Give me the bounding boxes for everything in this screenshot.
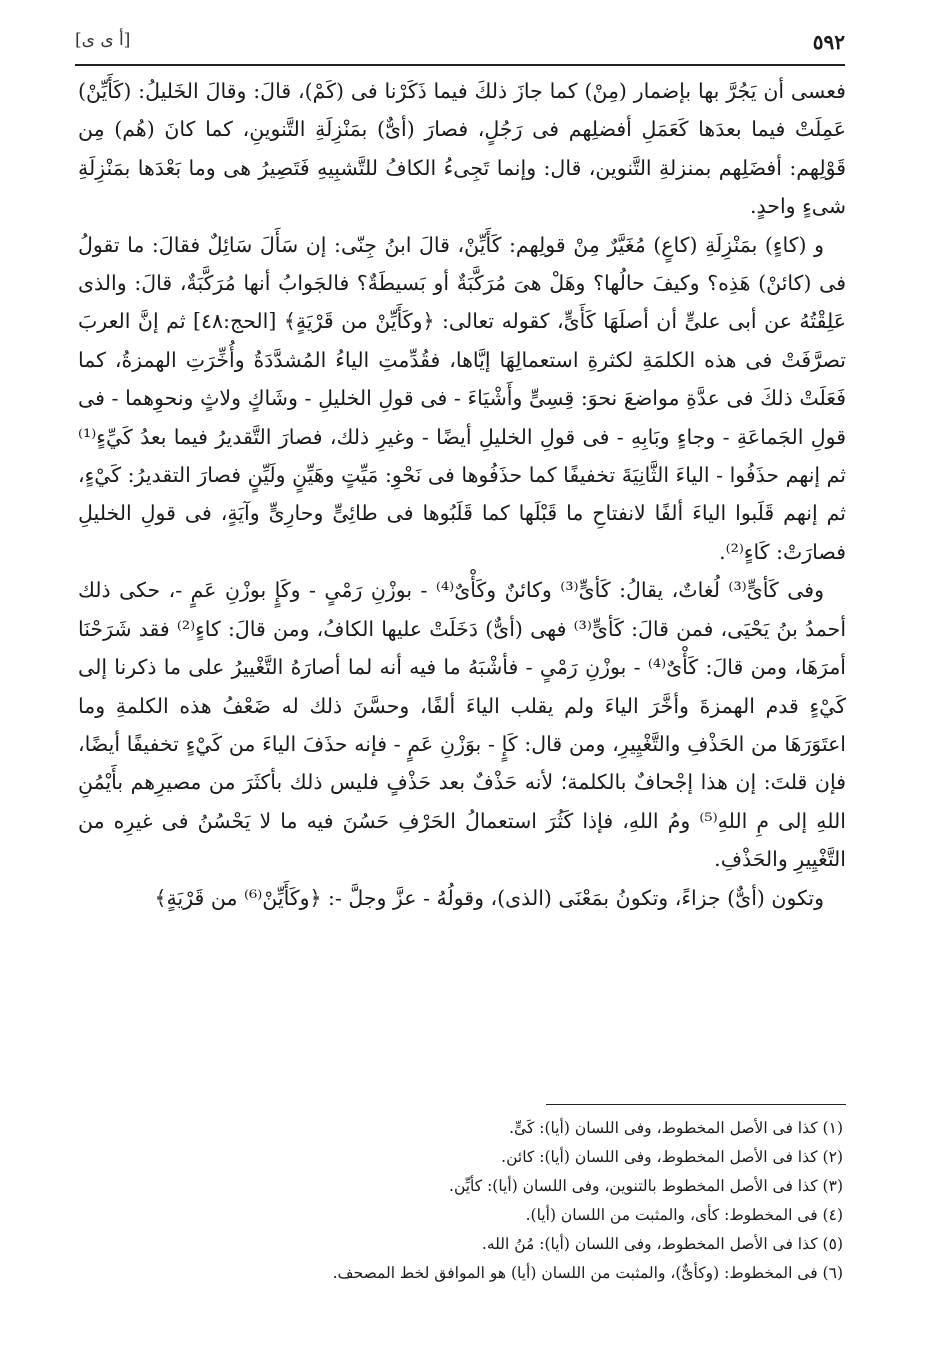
footnote: (٣) كذا فى الأصل المخطوط بالتنوين، وفى اللسان (أيا): كأيِّن. <box>449 1177 843 1195</box>
footnotes <box>78 1114 843 1288</box>
main-text <box>78 72 846 917</box>
header-divider <box>75 64 845 66</box>
page-number: ٥٩٢ <box>812 30 845 54</box>
running-header <box>75 30 845 62</box>
footnote: (١) كذا فى الأصل المخطوط، وفى اللسان (أيا): كَىٍّ. <box>509 1119 843 1137</box>
paragraph: فعسى أن يَجُرَّ بها بإضمار (مِنْ) كما جازَ ذلكَ فيما ذَكَرْنا فى (كَمْ)، قالَ: وقالَ الخَليلُ: (كَأَيِّنْ) عَمِلَتْ فيما بعدَها كَعَمَلِ أفضلِهم فى رَجُلٍ، فصارَ (أىٌّ) بمَنْزِلَةِ التَّنوينِ، كما كانَ (هُم) مِن قَوْلِهم: أفضَلِهم بمنزلةِ التَّنوين، قال: وإنما تَجِىءُ الكافُ للتَّشبِيهِ فَتَصِيرُ هى وما بَعْدَها بمَنْزِلَةِ شىءٍ واحدٍ. <box>78 79 846 219</box>
paragraph: و (كاءٍ) بمَنْزِلَةِ (كاعٍ) مُغَيَّرٌ مِنْ قولِهم: كَأَيِّنْ، قالَ ابنُ جِنّى: إن سَأَلَ سَائِلٌ فقالَ: ما تقولُ فى (كائنْ) هَذِه؟ وكيفَ حالُها؟ وهَلْ هىَ مُرَكَّبَةٌ أو بَسيطَةٌ؟ فالجَوابُ أنها مُرَكَّبَةٌ، قالَ: والذى عَلِقْتُهُ عن أبى علىٍّ أن أصلَهَا كَأَىٍّ، كقوله تعالى: ﴿وكَأَيِّنْ من قَرْيَةٍ﴾ [الحج:٤٨] ثم إنَّ العربَ تصرَّفَتْ فى هذه الكلمَةِ لكثرةِ استعمالِهَا إيَّاها، فقُدِّمتِ الياءُ المُشدَّدَةُ وأُخِّرَتِ الهمزةُ، كما فَعَلَتْ ذلكَ فى عدَّةِ مواضعَ نحوَ: قِسِىٍّ وأَشْيَاءَ - فى قولِ الخليلِ - وشَاكٍ ولاثٍ ونحوِهما - فى قولِ الجَماعَةِ - وجاءٍ وبَابِهِ - فى قولِ الخليلِ أيضًا - وغيرِ ذلك، فصارَ التَّقديرُ فيما بعدُ كَيِّءٍ⁽¹⁾ ثم إنهم حذَفُوا - الياءَ الثَّانِيَةَ تخفيفًا كما حذَفُوها فى نَحْوِ: مَيِّتٍ وهَيِّنٍ ولَيِّنٍ فصارَ التقديرُ: كَيْءٍ، ثم إنهم قَلَبوا الياءَ ألفًا لانفتاحِ ما قَبْلَها كما قَلَبُوها فى طائِىٍّ وحارِىٍّ وآيَةٍ، فى قولِ الخليلِ فصارَتْ: كَاءٍ⁽²⁾. <box>78 232 846 564</box>
paragraph: وفى كَأىٍّ⁽³⁾ لُغاتٌ، يقالُ: كَأىٍّ⁽³⁾ وكائنٌ وكَأْىٌ⁽⁴⁾ - بوزْنِ رَمْىٍ - وكَإٍ بوزْنِ عَمٍ -، حكى ذلك أحمدُ بنُ يَحْيَى، فمن قالَ: كَأىٍّ⁽³⁾ فهى (أىٌّ) دَخَلَتْ عليها الكافُ، ومن قالَ: كاءٍ⁽²⁾ فقد شَرَحْنَا أمرَهَا، ومن قالَ: كَأْىٌ⁽⁴⁾ - بوزْنِ رَمْىٍ - فأشْبَهُ ما فيه أنه لما أصارَهُ التَّغْييرُ على ما ذكرنا إلى كَيْءٍ قدم الهمزةَ وأخَّرَ الياءَ ولم يقلب الياءَ ألفًا، وحسَّنَ ذلك له ضَعْفُ هذه الكلمةِ وما اعتَوَرَهَا من الحَذْفِ والتَّغْيِيرِ، ومن قال: كَإٍ - بوَزْنِ عَمٍ - فإنه حذَفَ الياءَ من كَيْءٍ تخفيفًا أيضًا، فإن قلتَ: إن هذا إجْحافٌ بالكلمة؛ لأنه حَذْفٌ بعد حَذْفٍ فليس ذلك بأكثَرَ من مصيرِهم بأَيْمُنِ اللهِ إلى مِ اللهِ⁽⁵⁾ ومُ اللهِ، فإذا كَثُرَ استعمالُ الحَرْفِ حَسُنَ فيه ما لا يَحْسُنُ فى غيرِه من التَّغْيِيرِ والحَذْفِ. <box>78 578 847 872</box>
footnote: (٦) فى المخطوط: (وكأىٌّ)، والمثبت من اللسان (أيا) هو الموافق لخط المصحف. <box>332 1264 843 1282</box>
footnote: (٥) كذا فى الأصل المخطوط، وفى اللسان (أيا): مُنُ الله. <box>481 1235 843 1253</box>
paragraph: وتكون (أىٌّ) جزاءً، وتكونُ بمَعْنَى (الذى)، وقولُهُ - عزَّ وجلَّ -: ﴿وكَأَيِّنْ⁽⁶⁾ من قَرْيَةٍ﴾ <box>154 885 824 910</box>
entry-root-tag: [أ ى ى] <box>75 30 131 50</box>
footnote: (٢) كذا فى الأصل المخطوط، وفى اللسان (أيا): كائن. <box>501 1148 843 1166</box>
footnote: (٤) فى المخطوط: كأى، والمثبت من اللسان (أيا). <box>525 1206 843 1224</box>
footnote-divider <box>546 1104 846 1105</box>
